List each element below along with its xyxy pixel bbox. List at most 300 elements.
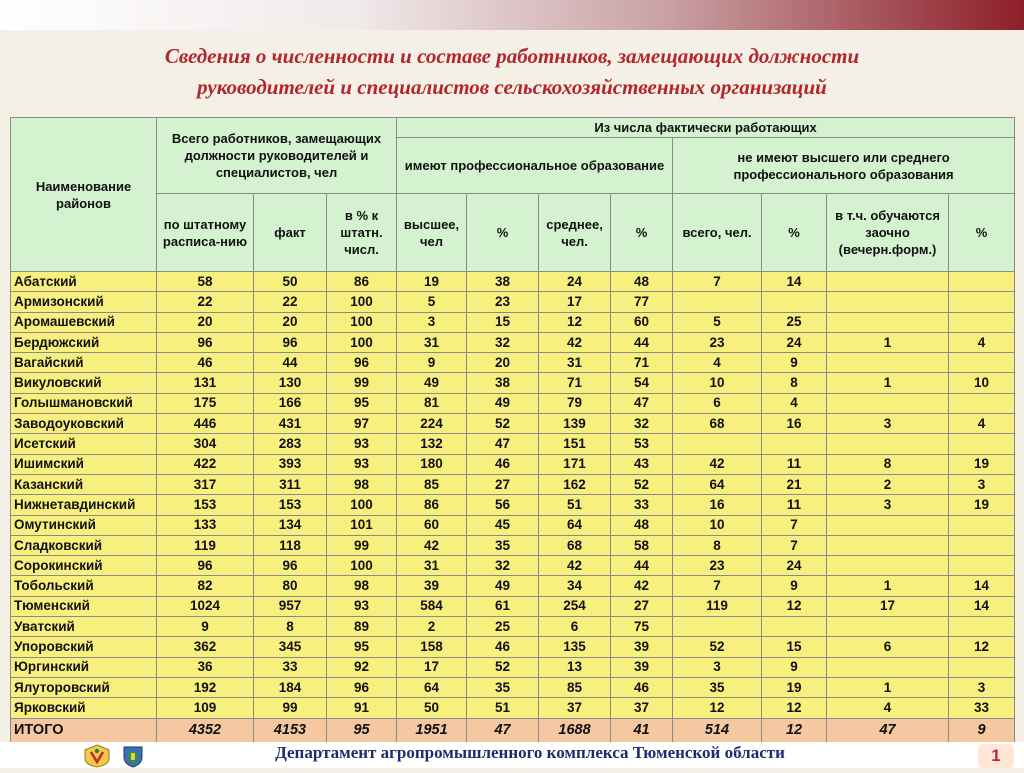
table-cell: 49 <box>397 373 467 393</box>
table-cell: 166 <box>254 393 327 413</box>
table-cell: 31 <box>539 353 611 373</box>
table-cell: 23 <box>673 556 762 576</box>
total-cell: 4352 <box>157 718 254 742</box>
table-cell: 17 <box>397 657 467 677</box>
table-cell: 8 <box>673 535 762 555</box>
table-cell: 32 <box>467 332 539 352</box>
table-cell <box>827 515 949 535</box>
table-body <box>11 272 1015 719</box>
table-cell: 46 <box>467 454 539 474</box>
table-cell: 51 <box>539 495 611 515</box>
table-cell: 61 <box>467 596 539 616</box>
table-cell: 100 <box>327 292 397 312</box>
table-cell: 24 <box>762 332 827 352</box>
footer-bar <box>0 742 1024 768</box>
table-cell: 19 <box>949 454 1015 474</box>
table-cell <box>762 434 827 454</box>
table-cell: 131 <box>157 373 254 393</box>
table-row <box>11 312 1015 332</box>
table-row <box>11 515 1015 535</box>
total-cell: 47 <box>827 718 949 742</box>
table-cell: 91 <box>327 698 397 718</box>
table-row <box>11 677 1015 697</box>
table-cell: 100 <box>327 556 397 576</box>
table-cell: 32 <box>467 556 539 576</box>
table-cell: 254 <box>539 596 611 616</box>
table-cell: 10 <box>949 373 1015 393</box>
table-cell: 86 <box>327 272 397 292</box>
table-cell: 32 <box>611 414 673 434</box>
table-cell: 71 <box>539 373 611 393</box>
table-row <box>11 535 1015 555</box>
table-cell: 11 <box>762 495 827 515</box>
district-name-cell: Тюменский <box>11 596 157 616</box>
table-cell <box>827 272 949 292</box>
table-row <box>11 454 1015 474</box>
table-cell: 175 <box>157 393 254 413</box>
table-cell: 12 <box>673 698 762 718</box>
table-cell: 100 <box>327 312 397 332</box>
table-cell: 81 <box>397 393 467 413</box>
table-cell: 16 <box>673 495 762 515</box>
table-cell: 44 <box>611 556 673 576</box>
table-cell: 45 <box>467 515 539 535</box>
table-cell: 6 <box>539 617 611 637</box>
district-name-cell: Абатский <box>11 272 157 292</box>
table-cell: 48 <box>611 515 673 535</box>
table-cell: 85 <box>397 474 467 494</box>
table-cell: 14 <box>949 596 1015 616</box>
table-cell: 153 <box>254 495 327 515</box>
district-name-cell: Упоровский <box>11 637 157 657</box>
total-cell: 1951 <box>397 718 467 742</box>
table-cell: 153 <box>157 495 254 515</box>
staff-table <box>10 117 1015 743</box>
table-cell: 93 <box>327 454 397 474</box>
table-row <box>11 617 1015 637</box>
table-cell: 11 <box>762 454 827 474</box>
table-cell: 9 <box>157 617 254 637</box>
table-cell: 10 <box>673 515 762 535</box>
col-header-pct-plan: в % к штатн. числ. <box>327 194 397 272</box>
table-cell: 1 <box>827 677 949 697</box>
table-cell: 184 <box>254 677 327 697</box>
table-cell: 98 <box>327 474 397 494</box>
table-cell: 68 <box>539 535 611 555</box>
table-cell: 98 <box>327 576 397 596</box>
table-cell <box>949 535 1015 555</box>
table-cell: 93 <box>327 434 397 454</box>
table-cell: 39 <box>611 637 673 657</box>
table-cell: 68 <box>673 414 762 434</box>
col-header-study-pct: % <box>949 194 1015 272</box>
coat-of-arms-icon <box>118 744 148 768</box>
table-cell: 109 <box>157 698 254 718</box>
table-cell: 5 <box>673 312 762 332</box>
table-cell: 42 <box>539 332 611 352</box>
table-cell: 79 <box>539 393 611 413</box>
table-cell: 39 <box>397 576 467 596</box>
table-cell <box>827 292 949 312</box>
col-header-higher-pct: % <box>467 194 539 272</box>
table-cell: 135 <box>539 637 611 657</box>
total-cell: ИТОГО <box>11 718 157 742</box>
table-cell: 9 <box>762 657 827 677</box>
table-cell: 52 <box>611 474 673 494</box>
table-cell: 82 <box>157 576 254 596</box>
table-cell <box>673 617 762 637</box>
table-row <box>11 657 1015 677</box>
district-name-cell: Заводоуковский <box>11 414 157 434</box>
table-cell: 431 <box>254 414 327 434</box>
table-cell: 1 <box>827 576 949 596</box>
table-cell: 957 <box>254 596 327 616</box>
table-cell: 21 <box>762 474 827 494</box>
table-cell: 31 <box>397 332 467 352</box>
table-cell: 12 <box>539 312 611 332</box>
table-cell: 99 <box>327 535 397 555</box>
table-cell: 64 <box>397 677 467 697</box>
table-row <box>11 576 1015 596</box>
total-cell: 12 <box>762 718 827 742</box>
table-cell <box>949 556 1015 576</box>
table-cell: 584 <box>397 596 467 616</box>
table-cell: 60 <box>397 515 467 535</box>
table-row <box>11 414 1015 434</box>
table-cell: 15 <box>762 637 827 657</box>
table-cell: 192 <box>157 677 254 697</box>
table-cell: 46 <box>157 353 254 373</box>
col-group-noprof: не имеют высшего или среднего профессионального образования <box>673 138 1015 194</box>
table-row <box>11 434 1015 454</box>
table-row <box>11 637 1015 657</box>
district-name-cell: Омутинский <box>11 515 157 535</box>
total-cell: 41 <box>611 718 673 742</box>
table-cell: 56 <box>467 495 539 515</box>
table-cell: 47 <box>611 393 673 413</box>
table-cell: 180 <box>397 454 467 474</box>
table-cell <box>949 272 1015 292</box>
table-cell: 151 <box>539 434 611 454</box>
table-cell: 80 <box>254 576 327 596</box>
table-cell: 3 <box>949 677 1015 697</box>
table-cell: 96 <box>327 677 397 697</box>
district-name-cell: Казанский <box>11 474 157 494</box>
col-group-prof: имеют профессиональное образование <box>397 138 673 194</box>
table-cell: 17 <box>827 596 949 616</box>
table-cell: 9 <box>762 353 827 373</box>
table-cell <box>949 617 1015 637</box>
table-cell: 16 <box>762 414 827 434</box>
table-cell: 58 <box>157 272 254 292</box>
table-cell: 4 <box>827 698 949 718</box>
district-name-cell: Сладковский <box>11 535 157 555</box>
table-cell <box>762 617 827 637</box>
table-row <box>11 292 1015 312</box>
col-header-study: в т.ч. обучаются заочно (вечерн.форм.) <box>827 194 949 272</box>
table-cell <box>827 535 949 555</box>
table-cell: 4 <box>673 353 762 373</box>
table-cell: 283 <box>254 434 327 454</box>
table-cell: 42 <box>397 535 467 555</box>
table-cell: 22 <box>254 292 327 312</box>
table-cell: 100 <box>327 332 397 352</box>
table-cell: 14 <box>949 576 1015 596</box>
table-cell <box>827 312 949 332</box>
table-cell: 2 <box>397 617 467 637</box>
table-cell: 130 <box>254 373 327 393</box>
title-line-2: руководителей и специалистов сельскохозяйственных организаций <box>197 75 827 99</box>
table-cell: 35 <box>673 677 762 697</box>
table-cell: 51 <box>467 698 539 718</box>
table-cell: 171 <box>539 454 611 474</box>
table-cell <box>673 292 762 312</box>
table-cell: 317 <box>157 474 254 494</box>
table-cell <box>949 353 1015 373</box>
district-name-cell: Тобольский <box>11 576 157 596</box>
total-cell: 47 <box>467 718 539 742</box>
table-cell: 7 <box>762 515 827 535</box>
table-row <box>11 272 1015 292</box>
table-cell: 4 <box>949 332 1015 352</box>
table-cell: 58 <box>611 535 673 555</box>
total-cell: 514 <box>673 718 762 742</box>
col-header-none-pct: % <box>762 194 827 272</box>
table-cell: 8 <box>254 617 327 637</box>
table-row <box>11 698 1015 718</box>
table-cell: 8 <box>827 454 949 474</box>
table-cell: 93 <box>327 596 397 616</box>
table-cell: 22 <box>157 292 254 312</box>
table-cell: 1 <box>827 373 949 393</box>
district-name-cell: Сорокинский <box>11 556 157 576</box>
table-cell <box>673 434 762 454</box>
col-group-working: Из числа фактически работающих <box>397 118 1015 138</box>
table-cell <box>949 434 1015 454</box>
table-cell: 3 <box>673 657 762 677</box>
district-name-cell: Армизонский <box>11 292 157 312</box>
table-cell: 96 <box>254 332 327 352</box>
table-cell: 92 <box>327 657 397 677</box>
table-cell: 14 <box>762 272 827 292</box>
table-cell: 2 <box>827 474 949 494</box>
table-cell: 24 <box>762 556 827 576</box>
table-cell: 39 <box>611 657 673 677</box>
table-cell: 4 <box>762 393 827 413</box>
table-cell: 345 <box>254 637 327 657</box>
table-cell: 8 <box>762 373 827 393</box>
table-cell: 7 <box>673 272 762 292</box>
table-cell: 7 <box>673 576 762 596</box>
table-cell: 49 <box>467 393 539 413</box>
table-cell: 15 <box>467 312 539 332</box>
table-cell <box>827 657 949 677</box>
table-cell: 362 <box>157 637 254 657</box>
col-header-higher: высшее, чел <box>397 194 467 272</box>
table-row <box>11 596 1015 616</box>
table-cell: 119 <box>673 596 762 616</box>
table-cell: 20 <box>467 353 539 373</box>
table-cell: 77 <box>611 292 673 312</box>
table-cell: 19 <box>397 272 467 292</box>
table-cell <box>827 353 949 373</box>
emblem-logo-icon <box>82 744 112 768</box>
table-cell: 27 <box>467 474 539 494</box>
col-header-plan: по штатному расписа-нию <box>157 194 254 272</box>
table-cell: 49 <box>467 576 539 596</box>
table-cell: 134 <box>254 515 327 535</box>
col-header-district: Наименование районов <box>11 118 157 272</box>
table-row <box>11 373 1015 393</box>
table-cell: 33 <box>949 698 1015 718</box>
table-cell: 95 <box>327 637 397 657</box>
table-cell: 23 <box>673 332 762 352</box>
col-header-fact: факт <box>254 194 327 272</box>
table-cell: 52 <box>467 414 539 434</box>
table-row <box>11 495 1015 515</box>
table-cell: 50 <box>397 698 467 718</box>
table-cell: 1 <box>827 332 949 352</box>
table-cell <box>949 292 1015 312</box>
table-row <box>11 353 1015 373</box>
table-cell: 119 <box>157 535 254 555</box>
page-title <box>10 30 1014 114</box>
table-cell: 3 <box>827 414 949 434</box>
table-cell: 86 <box>397 495 467 515</box>
table-cell: 43 <box>611 454 673 474</box>
table-cell: 20 <box>157 312 254 332</box>
district-name-cell: Юргинский <box>11 657 157 677</box>
col-header-secondary: среднее, чел. <box>539 194 611 272</box>
table-cell: 50 <box>254 272 327 292</box>
district-name-cell: Исетский <box>11 434 157 454</box>
table-cell: 89 <box>327 617 397 637</box>
total-cell: 1688 <box>539 718 611 742</box>
table-cell: 85 <box>539 677 611 697</box>
table-cell: 75 <box>611 617 673 637</box>
col-header-secondary-pct: % <box>611 194 673 272</box>
district-name-cell: Ярковский <box>11 698 157 718</box>
table-cell: 71 <box>611 353 673 373</box>
table-cell: 20 <box>254 312 327 332</box>
table-row <box>11 474 1015 494</box>
col-group-total: Всего работников, замещающих должности руководителей и специалистов, чел <box>157 118 397 194</box>
total-cell: 4153 <box>254 718 327 742</box>
district-name-cell: Нижнетавдинский <box>11 495 157 515</box>
table-cell <box>949 312 1015 332</box>
table-cell: 132 <box>397 434 467 454</box>
table-cell: 33 <box>254 657 327 677</box>
table-cell: 96 <box>157 332 254 352</box>
table-cell: 53 <box>611 434 673 454</box>
table-cell: 3 <box>949 474 1015 494</box>
table-cell: 24 <box>539 272 611 292</box>
table-cell: 311 <box>254 474 327 494</box>
page-number: 1 <box>978 744 1014 768</box>
table-cell: 35 <box>467 677 539 697</box>
table-cell: 9 <box>762 576 827 596</box>
table-cell: 27 <box>611 596 673 616</box>
table-cell: 64 <box>539 515 611 535</box>
table-cell: 96 <box>157 556 254 576</box>
table-cell: 42 <box>539 556 611 576</box>
table-cell: 34 <box>539 576 611 596</box>
table-cell: 96 <box>254 556 327 576</box>
table-cell: 44 <box>254 353 327 373</box>
total-row <box>11 718 1015 742</box>
table-cell: 33 <box>611 495 673 515</box>
table-cell: 118 <box>254 535 327 555</box>
table-cell: 12 <box>949 637 1015 657</box>
table-cell: 64 <box>673 474 762 494</box>
table-cell: 162 <box>539 474 611 494</box>
table-cell: 3 <box>827 495 949 515</box>
table-cell <box>827 393 949 413</box>
table-cell: 52 <box>673 637 762 657</box>
table-cell: 422 <box>157 454 254 474</box>
table-cell: 19 <box>949 495 1015 515</box>
district-name-cell: Викуловский <box>11 373 157 393</box>
district-name-cell: Аромашевский <box>11 312 157 332</box>
table-cell: 304 <box>157 434 254 454</box>
table-cell: 37 <box>611 698 673 718</box>
table-cell: 46 <box>611 677 673 697</box>
table-cell: 25 <box>762 312 827 332</box>
table-cell: 100 <box>327 495 397 515</box>
table-cell: 23 <box>467 292 539 312</box>
footer-department: Департамент агропромышленного комплекса Тюменской области <box>275 743 785 762</box>
table-cell: 158 <box>397 637 467 657</box>
table-cell: 10 <box>673 373 762 393</box>
table-cell: 42 <box>673 454 762 474</box>
district-name-cell: Ишимский <box>11 454 157 474</box>
table-cell: 1024 <box>157 596 254 616</box>
table-cell: 99 <box>327 373 397 393</box>
table-cell: 13 <box>539 657 611 677</box>
table-cell <box>762 292 827 312</box>
table-cell: 6 <box>827 637 949 657</box>
table-cell: 38 <box>467 272 539 292</box>
table-cell: 47 <box>467 434 539 454</box>
table-cell <box>949 515 1015 535</box>
table-cell: 96 <box>327 353 397 373</box>
top-gradient-bar <box>0 0 1024 30</box>
district-name-cell: Бердюжский <box>11 332 157 352</box>
table-cell: 35 <box>467 535 539 555</box>
table-cell <box>949 393 1015 413</box>
district-name-cell: Голышмановский <box>11 393 157 413</box>
table-cell: 3 <box>397 312 467 332</box>
table-cell: 12 <box>762 596 827 616</box>
title-line-1: Сведения о численности и составе работников, замещающих должности <box>164 44 860 68</box>
table-cell: 99 <box>254 698 327 718</box>
table-row <box>11 556 1015 576</box>
col-header-none-total: всего, чел. <box>673 194 762 272</box>
table-cell: 17 <box>539 292 611 312</box>
table-cell: 5 <box>397 292 467 312</box>
table-cell: 9 <box>397 353 467 373</box>
table-cell: 101 <box>327 515 397 535</box>
table-cell: 42 <box>611 576 673 596</box>
table-cell: 446 <box>157 414 254 434</box>
table-cell: 52 <box>467 657 539 677</box>
table-cell: 46 <box>467 637 539 657</box>
table-cell: 37 <box>539 698 611 718</box>
district-name-cell: Уватский <box>11 617 157 637</box>
table-cell: 25 <box>467 617 539 637</box>
table-cell <box>827 556 949 576</box>
table-cell: 44 <box>611 332 673 352</box>
